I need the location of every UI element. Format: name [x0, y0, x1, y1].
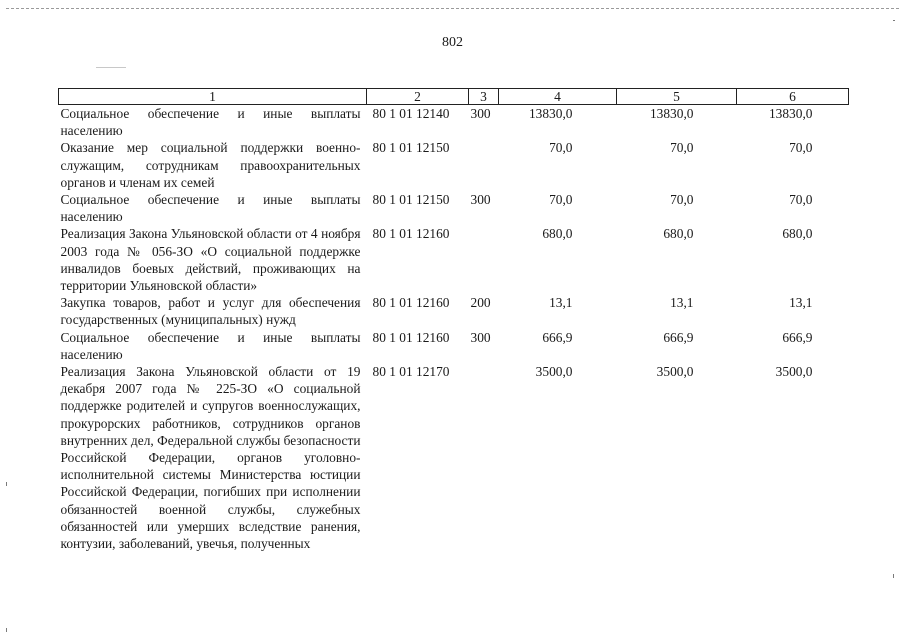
row-type	[469, 139, 499, 191]
row-value-5: 680,0	[663, 226, 694, 242]
row-type: 300	[470, 329, 491, 345]
scan-top-edge	[6, 8, 899, 9]
row-name: Реализация Закона Ульяновской области от 4 ноября 2003 года № 056-ЗО «О социальной поддержке инвалидов боевых действий, проживающих на территории Ульяновской области»	[60, 226, 361, 294]
row-value-4: 13,1	[549, 295, 573, 311]
scan-speck	[6, 628, 7, 632]
row-value-4: 680,0	[542, 226, 573, 242]
row-value-5: 70,0	[670, 140, 694, 156]
table-row	[59, 225, 849, 294]
row-value-6: 3500,0	[775, 364, 813, 380]
row-type: 300	[470, 106, 491, 121]
col-header-2: 2	[367, 89, 469, 105]
scan-speck	[893, 20, 895, 21]
row-value-5: 70,0	[670, 192, 694, 208]
row-name: Закупка товаров, работ и услуг для обеспечения государственных (муниципальных) нужд	[60, 295, 361, 328]
row-type	[469, 225, 499, 294]
table-row	[59, 329, 849, 363]
header-row	[59, 89, 849, 105]
row-name: Социальное обеспечение и иные выплаты населению	[60, 192, 361, 225]
row-value-6: 70,0	[789, 140, 813, 156]
row-code: 80 1 01 12150	[372, 140, 450, 156]
row-name: Социальное обеспечение и иные выплаты населению	[60, 106, 361, 139]
row-value-4: 3500,0	[535, 364, 573, 380]
table-row	[59, 105, 849, 140]
row-value-5: 13,1	[670, 295, 694, 311]
row-name: Оказание мер социальной поддержки военно-служащим, сотрудникам правоохранительных органов и членам их семей	[60, 140, 361, 190]
col-header-3: 3	[469, 89, 499, 105]
row-value-6: 680,0	[782, 226, 813, 242]
row-value-5: 666,9	[663, 329, 694, 345]
row-value-6: 666,9	[782, 329, 813, 345]
page-number: 802	[442, 35, 463, 50]
row-name: Социальное обеспечение и иные выплаты населению	[60, 329, 361, 362]
row-value-6: 13830,0	[768, 106, 813, 121]
table-row	[59, 363, 849, 552]
row-type: 300	[470, 192, 491, 208]
table-row	[59, 139, 849, 191]
row-value-4: 70,0	[549, 192, 573, 208]
row-code: 80 1 01 12150	[372, 192, 450, 208]
col-header-4: 4	[499, 89, 617, 105]
row-value-4: 666,9	[542, 329, 573, 345]
row-type	[469, 363, 499, 552]
row-type: 200	[470, 295, 491, 311]
row-value-4: 70,0	[549, 140, 573, 156]
row-code: 80 1 01 12160	[372, 295, 450, 311]
col-header-5: 5	[617, 89, 737, 105]
row-value-5: 3500,0	[656, 364, 694, 380]
col-header-6: 6	[737, 89, 849, 105]
budget-table	[58, 88, 849, 552]
row-code: 80 1 01 12160	[372, 329, 450, 345]
col-header-1: 1	[59, 89, 367, 105]
row-value-5: 13830,0	[649, 106, 694, 121]
row-value-6: 13,1	[789, 295, 813, 311]
row-name: Реализация Закона Ульяновской области от 19 декабря 2007 года № 225-ЗО «О социальной поддержке родителей и супругов военнослужащих, прокурорских работников, сотрудников органов внутренних дел, Федеральной службы безопасности Российской Федерации, органов уголовно-исполнительной системы Министерства юстиции Российской Федерации, погибших при исполнении обязанностей военной службы, служебных обязанностей или умерших вследствие ранения, контузии, заболеваний, увечья, полученных	[60, 364, 361, 552]
table-row	[59, 191, 849, 225]
row-value-4: 13830,0	[528, 106, 573, 121]
row-value-6: 70,0	[789, 192, 813, 208]
scan-speck	[893, 574, 894, 578]
row-code: 80 1 01 12160	[372, 226, 450, 242]
table-row	[59, 294, 849, 328]
scan-speck	[6, 482, 7, 486]
row-code: 80 1 01 12140	[372, 106, 450, 121]
scan-speck	[96, 67, 126, 68]
row-code: 80 1 01 12170	[372, 364, 450, 380]
